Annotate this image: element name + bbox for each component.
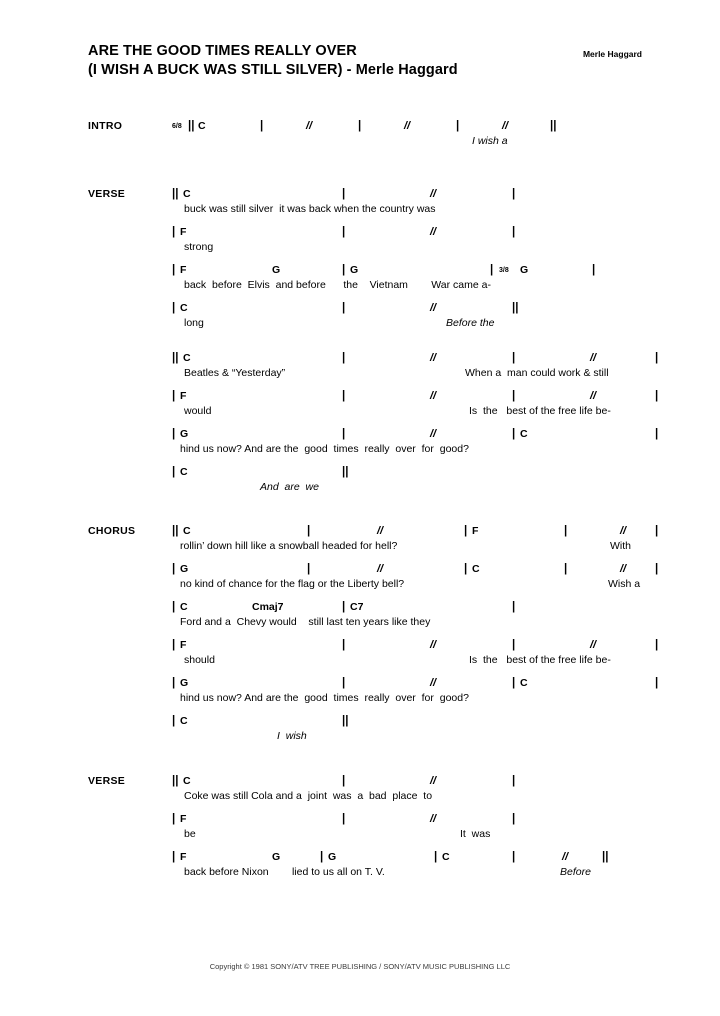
- repeat-measure-mark: //: [306, 120, 313, 132]
- lyric-row: [172, 827, 672, 843]
- chord-symbol: C: [183, 525, 191, 537]
- barline: ||: [172, 525, 179, 537]
- chord-lyric-line: [172, 563, 672, 596]
- chord-symbol: C: [180, 715, 188, 727]
- barline: |: [564, 563, 568, 575]
- chord-lyric-line: [172, 226, 672, 259]
- chord-symbol: F: [180, 639, 187, 651]
- barline: |: [512, 226, 516, 238]
- repeat-measure-mark: //: [430, 677, 437, 689]
- chord-lyric-line: [172, 428, 672, 461]
- chord-row: [172, 264, 672, 279]
- barline: |: [464, 525, 468, 537]
- chord-lyric-line: [172, 466, 672, 499]
- chord-lyric-line: [172, 775, 672, 808]
- barline: |: [655, 352, 659, 364]
- lyric-row: [172, 577, 672, 593]
- barline: |: [172, 226, 176, 238]
- barline: |: [342, 226, 346, 238]
- chord-symbol: C7: [350, 601, 364, 613]
- barline: |: [342, 352, 346, 364]
- repeat-measure-mark: //: [562, 851, 569, 863]
- repeat-measure-mark: //: [404, 120, 411, 132]
- chord-symbol: F: [180, 851, 187, 863]
- barline: |: [172, 677, 176, 689]
- repeat-measure-mark: //: [590, 390, 597, 402]
- copyright-notice: Copyright © 1981 SONY/ATV TREE PUBLISHING / SONY/ATV MUSIC PUBLISHING LLC: [209, 962, 511, 971]
- chord-symbol: G: [180, 677, 189, 689]
- barline: |: [592, 264, 596, 276]
- lyric-row: [172, 653, 672, 669]
- chord-row: [172, 601, 672, 616]
- repeat-measure-mark: //: [377, 525, 384, 537]
- repeat-measure-mark: //: [430, 352, 437, 364]
- section-label: VERSE: [88, 775, 126, 787]
- barline: |: [512, 639, 516, 651]
- barline: ||: [512, 302, 519, 314]
- lyric-text: would: [184, 405, 212, 417]
- time-signature: 3/8: [499, 267, 509, 274]
- lyric-text: With: [610, 540, 631, 552]
- barline: |: [512, 813, 516, 825]
- pickup-lyric: Before: [560, 866, 591, 878]
- barline: |: [655, 563, 659, 575]
- barline: |: [564, 525, 568, 537]
- barline: |: [490, 264, 494, 276]
- chord-symbol: Cmaj7: [252, 601, 284, 613]
- barline: |: [342, 775, 346, 787]
- barline: ||: [172, 188, 179, 200]
- lyric-row: [172, 442, 672, 458]
- section-label: INTRO: [88, 120, 123, 132]
- lyric-text: rollin’ down hill like a snowball headed for hell?: [180, 540, 398, 552]
- repeat-measure-mark: //: [590, 639, 597, 651]
- barline: |: [172, 302, 176, 314]
- barline: |: [464, 563, 468, 575]
- chord-row: [172, 851, 672, 866]
- chord-symbol: C: [442, 851, 450, 863]
- chord-symbol: G: [272, 851, 281, 863]
- barline: |: [655, 525, 659, 537]
- barline: |: [655, 677, 659, 689]
- barline: |: [172, 601, 176, 613]
- repeat-measure-mark: //: [502, 120, 509, 132]
- barline: ||: [550, 120, 557, 132]
- lyric-text: When a man could work & still: [465, 367, 609, 379]
- lyric-text: long: [184, 317, 204, 329]
- repeat-measure-mark: //: [430, 188, 437, 200]
- barline: |: [172, 563, 176, 575]
- lyric-text: Is the best of the free life be-: [469, 405, 611, 417]
- artist-credit: Merle Haggard: [582, 49, 642, 59]
- chord-row: [172, 563, 672, 578]
- barline: |: [512, 851, 516, 863]
- barline: |: [434, 851, 438, 863]
- lyric-text: buck was still silver it was back when the country was: [184, 203, 436, 215]
- chord-lyric-line: [172, 677, 672, 710]
- lyric-row: [172, 865, 672, 881]
- repeat-measure-mark: //: [620, 525, 627, 537]
- barline: |: [307, 525, 311, 537]
- lyric-text: Is the best of the free life be-: [469, 654, 611, 666]
- chord-lyric-line: [172, 813, 672, 846]
- lyric-text: Coke was still Cola and a joint was a bad place to: [184, 790, 433, 802]
- lyric-row: [172, 615, 672, 631]
- barline: |: [172, 264, 176, 276]
- chord-lyric-line: [172, 715, 672, 748]
- barline: |: [172, 851, 176, 863]
- chord-row: [172, 390, 672, 405]
- lyric-row: [172, 202, 672, 218]
- barline: |: [342, 813, 346, 825]
- repeat-measure-mark: //: [590, 352, 597, 364]
- chord-row: [172, 188, 672, 203]
- lyric-row: [172, 691, 672, 707]
- chord-row: [172, 226, 672, 241]
- repeat-measure-mark: //: [430, 428, 437, 440]
- pickup-lyric: And are we: [260, 481, 319, 493]
- barline: |: [342, 188, 346, 200]
- lyric-row: [172, 404, 672, 420]
- song-title-line-1: ARE THE GOOD TIMES REALLY OVER: [88, 43, 357, 59]
- pickup-lyric: I wish a: [472, 135, 508, 147]
- time-signature: 6/8: [172, 123, 182, 130]
- barline: |: [512, 188, 516, 200]
- barline: ||: [342, 466, 349, 478]
- chord-row: [172, 677, 672, 692]
- chord-row: [172, 466, 672, 481]
- chord-lyric-line: [172, 352, 672, 385]
- repeat-measure-mark: //: [620, 563, 627, 575]
- barline: |: [342, 390, 346, 402]
- lyric-text: Beatles & “Yesterday”: [184, 367, 286, 379]
- pickup-lyric: I wish: [277, 730, 307, 742]
- barline: |: [172, 639, 176, 651]
- lyric-row: [172, 316, 672, 332]
- barline: |: [172, 466, 176, 478]
- chord-row: [172, 639, 672, 654]
- barline: |: [172, 428, 176, 440]
- chord-row: [172, 813, 672, 828]
- chord-row: [172, 352, 672, 367]
- chord-symbol: C: [180, 601, 188, 613]
- barline: |: [342, 677, 346, 689]
- section-label: CHORUS: [88, 525, 136, 537]
- barline: |: [172, 390, 176, 402]
- chord-lyric-line: [172, 120, 672, 153]
- barline: ||: [172, 775, 179, 787]
- chord-lyric-line: [172, 264, 672, 297]
- barline: |: [512, 677, 516, 689]
- lyric-text: Wish a: [608, 578, 641, 590]
- chord-symbol: C: [183, 188, 191, 200]
- chord-lyric-line: [172, 601, 672, 634]
- chord-lyric-line: [172, 851, 672, 884]
- chord-symbol: C: [183, 352, 191, 364]
- chord-symbol: F: [180, 226, 187, 238]
- chord-symbol: C: [180, 466, 188, 478]
- chord-symbol: G: [272, 264, 281, 276]
- chord-symbol: G: [180, 563, 189, 575]
- lyric-text: It was: [460, 828, 491, 840]
- barline: |: [342, 601, 346, 613]
- lyric-text: back before Nixon lied to us all on T. V.: [184, 866, 385, 878]
- chord-symbol: C: [180, 302, 188, 314]
- repeat-measure-mark: //: [430, 813, 437, 825]
- barline: ||: [602, 851, 609, 863]
- chord-symbol: C: [198, 120, 206, 132]
- lyric-row: [172, 539, 672, 555]
- lyric-text: hind us now? And are the good times really over for good?: [180, 443, 469, 455]
- chord-symbol: F: [180, 813, 187, 825]
- lyric-text: should: [184, 654, 215, 666]
- chord-lyric-line: [172, 525, 672, 558]
- repeat-measure-mark: //: [430, 226, 437, 238]
- barline: |: [358, 120, 362, 132]
- chord-lyric-line: [172, 639, 672, 672]
- barline: |: [512, 601, 516, 613]
- lyric-row: [172, 729, 672, 745]
- lyric-text: Ford and a Chevy would still last ten years like they: [180, 616, 431, 628]
- repeat-measure-mark: //: [430, 639, 437, 651]
- barline: |: [512, 428, 516, 440]
- chord-lyric-line: [172, 302, 672, 335]
- chord-symbol: G: [328, 851, 337, 863]
- pickup-lyric: Before the: [446, 317, 495, 329]
- lyric-row: [172, 240, 672, 256]
- chord-symbol: C: [520, 428, 528, 440]
- chord-symbol: F: [180, 264, 187, 276]
- barline: |: [655, 390, 659, 402]
- barline: |: [307, 563, 311, 575]
- barline: |: [655, 428, 659, 440]
- chord-row: [172, 775, 672, 790]
- barline: |: [456, 120, 460, 132]
- barline: |: [342, 639, 346, 651]
- lyric-row: [172, 134, 672, 150]
- lyric-row: [172, 480, 672, 496]
- chord-row: [172, 428, 672, 443]
- song-title-line-2: (I WISH A BUCK WAS STILL SILVER) - Merle Haggard: [88, 62, 458, 78]
- barline: ||: [188, 120, 195, 132]
- barline: |: [260, 120, 264, 132]
- chord-symbol: F: [180, 390, 187, 402]
- chord-row: [172, 525, 672, 540]
- chord-row: [172, 302, 672, 317]
- chord-lyric-line: [172, 390, 672, 423]
- barline: |: [512, 775, 516, 787]
- lyric-row: [172, 278, 672, 294]
- lyric-text: no kind of chance for the flag or the Liberty bell?: [180, 578, 405, 590]
- repeat-measure-mark: //: [430, 390, 437, 402]
- repeat-measure-mark: //: [430, 775, 437, 787]
- chord-symbol: C: [183, 775, 191, 787]
- chord-symbol: F: [472, 525, 479, 537]
- section-label: VERSE: [88, 188, 126, 200]
- barline: |: [172, 813, 176, 825]
- repeat-measure-mark: //: [377, 563, 384, 575]
- barline: ||: [342, 715, 349, 727]
- chord-row: [172, 120, 672, 135]
- repeat-measure-mark: //: [430, 302, 437, 314]
- barline: |: [320, 851, 324, 863]
- barline: |: [512, 390, 516, 402]
- barline: |: [172, 715, 176, 727]
- lyric-row: [172, 789, 672, 805]
- title-block: [88, 42, 528, 80]
- barline: ||: [172, 352, 179, 364]
- barline: |: [342, 264, 346, 276]
- chord-symbol: G: [180, 428, 189, 440]
- chord-row: [172, 715, 672, 730]
- chord-symbol: C: [520, 677, 528, 689]
- barline: |: [342, 302, 346, 314]
- barline: |: [655, 639, 659, 651]
- lyric-text: back before Elvis and before the Vietnam War came a-: [184, 279, 491, 291]
- chord-lyric-line: [172, 188, 672, 221]
- barline: |: [342, 428, 346, 440]
- lyric-text: strong: [184, 241, 214, 253]
- chord-symbol: G: [520, 264, 529, 276]
- barline: |: [512, 352, 516, 364]
- lyric-row: [172, 366, 672, 382]
- chord-symbol: G: [350, 264, 359, 276]
- lyric-text: hind us now? And are the good times really over for good?: [180, 692, 469, 704]
- chord-symbol: C: [472, 563, 480, 575]
- lyric-text: be: [184, 828, 196, 840]
